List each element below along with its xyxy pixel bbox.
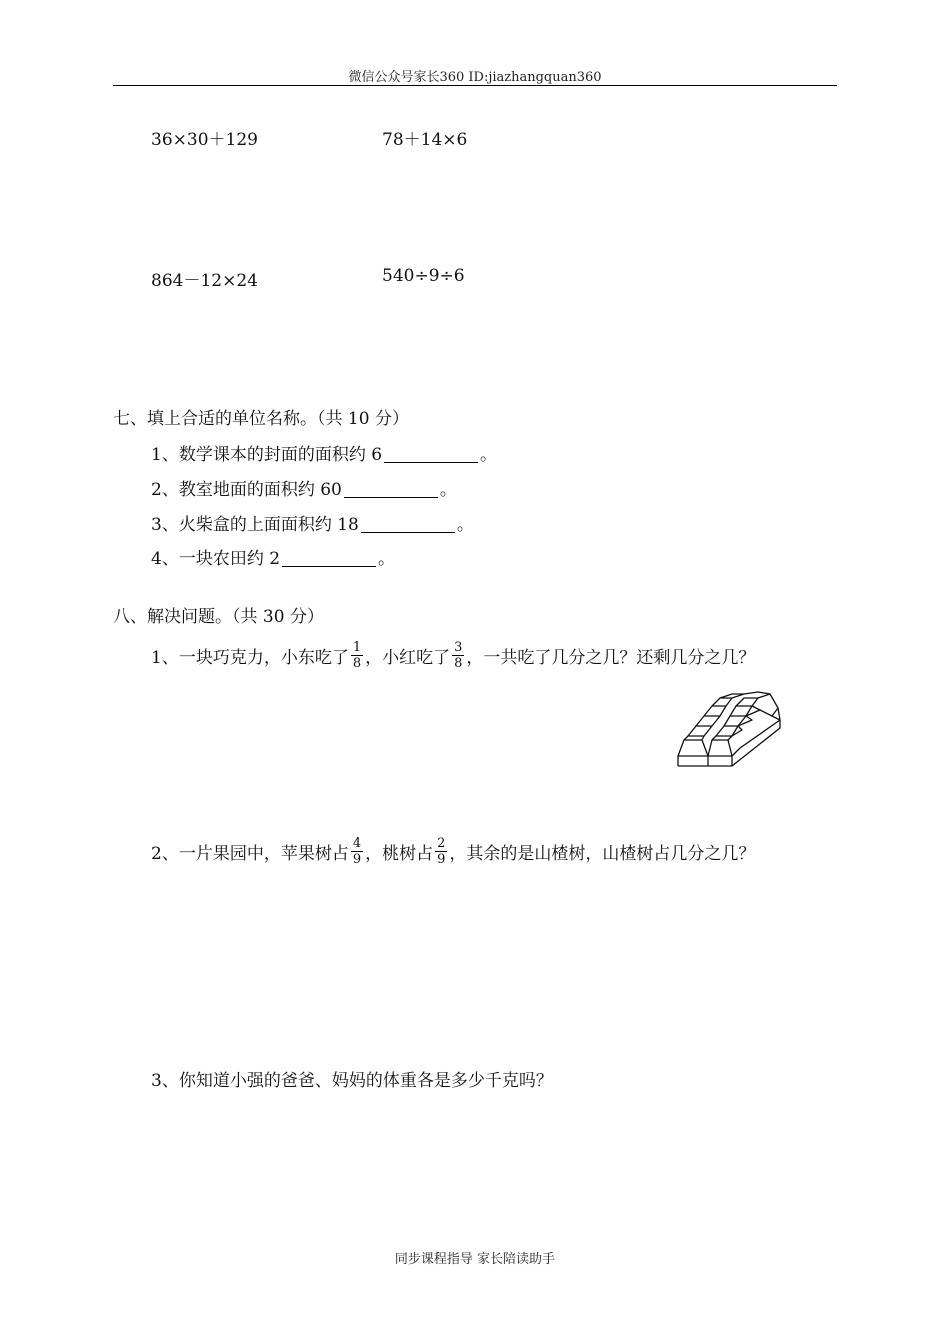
calc-expression: 540÷9÷6 bbox=[382, 266, 465, 286]
fill-blank-item bbox=[151, 475, 457, 500]
fraction-denominator: 8 bbox=[352, 656, 362, 671]
page-header: 微信公众号家长360 ID:jiazhangquan360 bbox=[348, 70, 602, 85]
chocolate-bar-icon bbox=[672, 690, 784, 770]
fraction-numerator: 4 bbox=[352, 836, 362, 851]
item-text: 1、数学课本的封面的面积约 6 bbox=[151, 445, 383, 465]
item-text: 2、教室地面的面积约 60 bbox=[151, 480, 342, 500]
answer-blank[interactable] bbox=[344, 479, 438, 498]
fraction-numerator: 3 bbox=[454, 640, 463, 655]
fill-blank-item bbox=[151, 544, 395, 569]
fraction-numerator: 1 bbox=[352, 640, 362, 655]
fraction bbox=[435, 836, 447, 867]
question-text: ，一共吃了几分之几？还剩几分之几？ bbox=[466, 648, 756, 668]
fraction-denominator: 9 bbox=[352, 852, 362, 867]
question-text: 2、一片果园中，苹果树占 bbox=[151, 844, 349, 864]
item-end: 。 bbox=[378, 549, 396, 569]
item-text: 4、一块农田约 2 bbox=[151, 549, 281, 569]
item-end: 。 bbox=[456, 515, 474, 535]
fill-blank-item bbox=[151, 510, 474, 535]
header-divider bbox=[113, 85, 837, 86]
item-end: 。 bbox=[439, 480, 457, 500]
fraction-denominator: 8 bbox=[454, 656, 463, 671]
question-1 bbox=[151, 640, 755, 671]
fraction bbox=[452, 640, 464, 671]
question-text: ，桃树占 bbox=[365, 844, 434, 864]
calc-expression: 36×30＋129 bbox=[151, 130, 258, 150]
answer-blank[interactable] bbox=[282, 548, 376, 567]
fraction bbox=[351, 836, 363, 867]
fraction-denominator: 9 bbox=[437, 852, 446, 867]
calc-expression: 864－12×24 bbox=[151, 271, 258, 291]
item-end: 。 bbox=[480, 445, 498, 465]
question-3: 3、你知道小强的爸爸、妈妈的体重各是多少千克吗？ bbox=[151, 1071, 553, 1091]
answer-blank[interactable] bbox=[384, 444, 478, 463]
fraction-numerator: 2 bbox=[437, 836, 446, 851]
page-footer: 同步课程指导 家长陪读助手 bbox=[394, 1252, 556, 1267]
section-7-title: 七、填上合适的单位名称。（共 10 分） bbox=[113, 409, 409, 429]
question-text: ，小红吃了 bbox=[365, 648, 451, 668]
fill-blank-item bbox=[151, 440, 497, 465]
section-8-title: 八、解决问题。（共 30 分） bbox=[113, 607, 324, 627]
question-text: ，其余的是山楂树，山楂树占几分之几？ bbox=[449, 844, 756, 864]
answer-blank[interactable] bbox=[361, 514, 455, 533]
calc-expression: 78＋14×6 bbox=[382, 130, 468, 150]
fraction bbox=[351, 640, 363, 671]
item-text: 3、火柴盒的上面面积约 18 bbox=[151, 515, 359, 535]
question-2 bbox=[151, 836, 755, 867]
question-text: 1、一块巧克力，小东吃了 bbox=[151, 648, 349, 668]
